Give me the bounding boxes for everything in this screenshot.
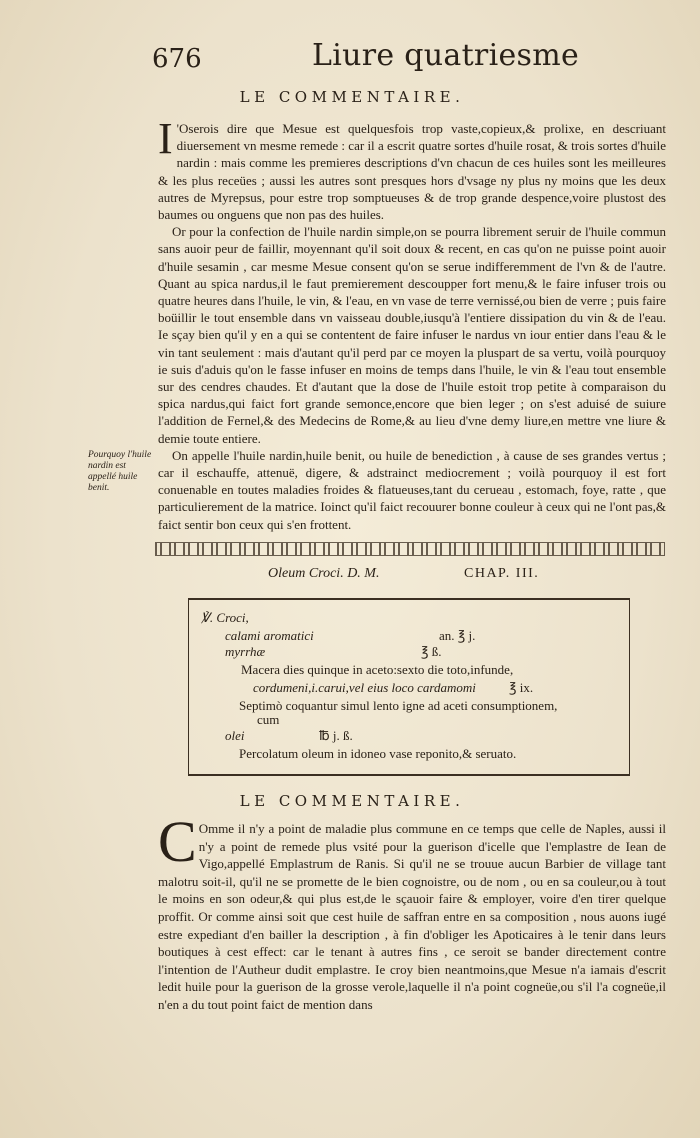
page-number: 676 (152, 44, 202, 74)
recipe-line: Macera dies quinque in aceto:sexto die toto,infunde, (241, 662, 514, 677)
paragraph-3: On appelle l'huile nardin,huile benit, ou huile de benediction , à cause de ses grandes vertus ; car il eschauffe, attenuë, digere, & adstrainct mediocrement ; voilà pourquoy il est fort conuenable en toutes maladies froides & flatueuses,tant du cerueau , estomach, foye, ratte , que particulierement de la matrice. Ioinct qu'il faict recouurer bonne couleur à ceux qui ne l'ont pas,& faict sentir bon ceux qui s'en frottent. (158, 447, 666, 532)
chapter-label: CHAP. III. (464, 566, 540, 581)
recipe-line: Percolatum oleum in idoneo vase reponito,& seruato. (239, 746, 517, 761)
recipe-line: myrrhæ (225, 644, 266, 659)
chapter-title: Oleum Croci. D. M. (268, 566, 380, 581)
recipe-line: calami aromatici (225, 628, 314, 643)
chapter-heading (268, 566, 568, 582)
drop-cap: C (158, 809, 197, 874)
commentary-2 (158, 809, 666, 1014)
running-title: Liure quatriesme (312, 38, 580, 73)
recipe-quantity: ℥ ß. (421, 644, 442, 659)
paragraph-4: C Omme il n'y a point de maladie plus commune en ce temps que celle de Naples, aussi il n'y a point de remede plus vsité pour la guerison d'icelle que l'emplastre de Iean de Vigo,appellé Emplastrum de Ranis. Si qu'il ne se trouue aucun Barbier de village tant malotru soit-il, qu'il ne se promette de le bien cognoistre, ou de nom , ou en sa couleur,ou à tout le moins en son odeur,& qui plus est,de le sçauoir faire & employer, voire d'en tirer quelque proffit. Or comme ainsi soit que cest huile de saffran entre en sa composition , nous auons iugé estre expediant d'en bailler la description , à fin d'obliger les Apoticaires à le tenir dans leurs boutiques à cest effect: car le tenant à autres fins , ce seroit se bander directement contre l'intention de l'Autheur dudit emplastre. Ie croy bien neantmoins,que Mesue n'a iamais d'escrit ledit huile pour la guerison de la grosse verole,laquelle il n'a point cogneüe,ou s'il l'a cogneüe,il n'en a du tout point faict de mention dans (158, 809, 666, 1012)
drop-cap: I (158, 114, 173, 163)
recipe-box (188, 598, 630, 776)
recipe-line: ℣. Croci, (201, 610, 249, 625)
paragraph-2: Or pour la confection de l'huile nardin simple,on se pourra librement seruir de l'huile commun sans auoir peur de faillir, moyennant qu'il soit doux & recent, en cas qu'on ne puisse point auoir d'huile sesamin , car mesme Mesue consent qu'on se serue indifferemment de l'vn & de l'autre. Quant au spica nardus,il le faut premierement descoupper fort menu,& le faire infuser trois ou quatre heures dans l'huile, le vin, & l'eau, en vn vase de terre vernissé,ou bien de verre ; puis faire boüillir le tout ensemble dans vn vaisseau double,iusqu'à l'entiere dissipation du vin & de l'eau. Ie sçay bien qu'il y en a qui se contentent de faire infuser le nardus vn iour entier dans l'eau & le vin tant seulement : mais d'autant qu'il perd par ce moyen la pluspart de sa vertu, voilà pourquoy ie suis d'aduis qu'on le fasse infuser en moins de temps dans l'huile, le vin & l'eau tout ensemble sur des cendres chaudes. Et d'autant que la dose de l'huile estoit trop petite à comparaison du spica nardus,qui faict fort grande semonce,encore que bien leger ; on s'est aduisé de suiure l'addition de Fernel,& des Medecins de Rome,& au lieu d'vne demy liure,en mettre vne liure & demie toute entiere. (158, 224, 666, 446)
ornament-rule (155, 542, 665, 556)
paragraph-1: I 'Oserois dire que Mesue est quelquesfois trop vaste,copieux,& prolixe, en descriuant diuersement vn mesme remede : car il a escrit quatre sortes d'huile rosat, & trois sortes d'huile nardin : mais comme les premieres descriptions d'vn chacun de ces huiles sont les meilleures & les plus receües ; aussi les autres sont presques hors d'vsage ny plus ny moins que les deux autres de Myrepsus, pour estre trop somptueuses & de trop grande despence,voire plustost des baumes ou onguens que non pas des huiles. (158, 114, 666, 223)
commentary-1 (158, 114, 666, 533)
recipe-line: Septimò coquantur simul lento igne ad aceti consumptionem, (239, 698, 558, 713)
page-header (152, 38, 580, 78)
recipe-quantity: ℥ ix. (509, 680, 534, 695)
section-heading-2: LE COMMENTAIRE. (239, 792, 465, 810)
recipe-line: olei (225, 728, 245, 743)
section-heading-1: LE COMMENTAIRE. (239, 88, 465, 106)
margin-note: Pourquoy l'huile nardin est appellé huile benit. (88, 450, 152, 493)
recipe-line: cordumeni,i.carui,vel eius loco cardamomi (253, 680, 476, 695)
recipe-quantity: an. ℥ j. (439, 628, 476, 643)
recipe-quantity: ℔ j. ß. (319, 728, 353, 743)
recipe-line: cum (257, 712, 280, 727)
